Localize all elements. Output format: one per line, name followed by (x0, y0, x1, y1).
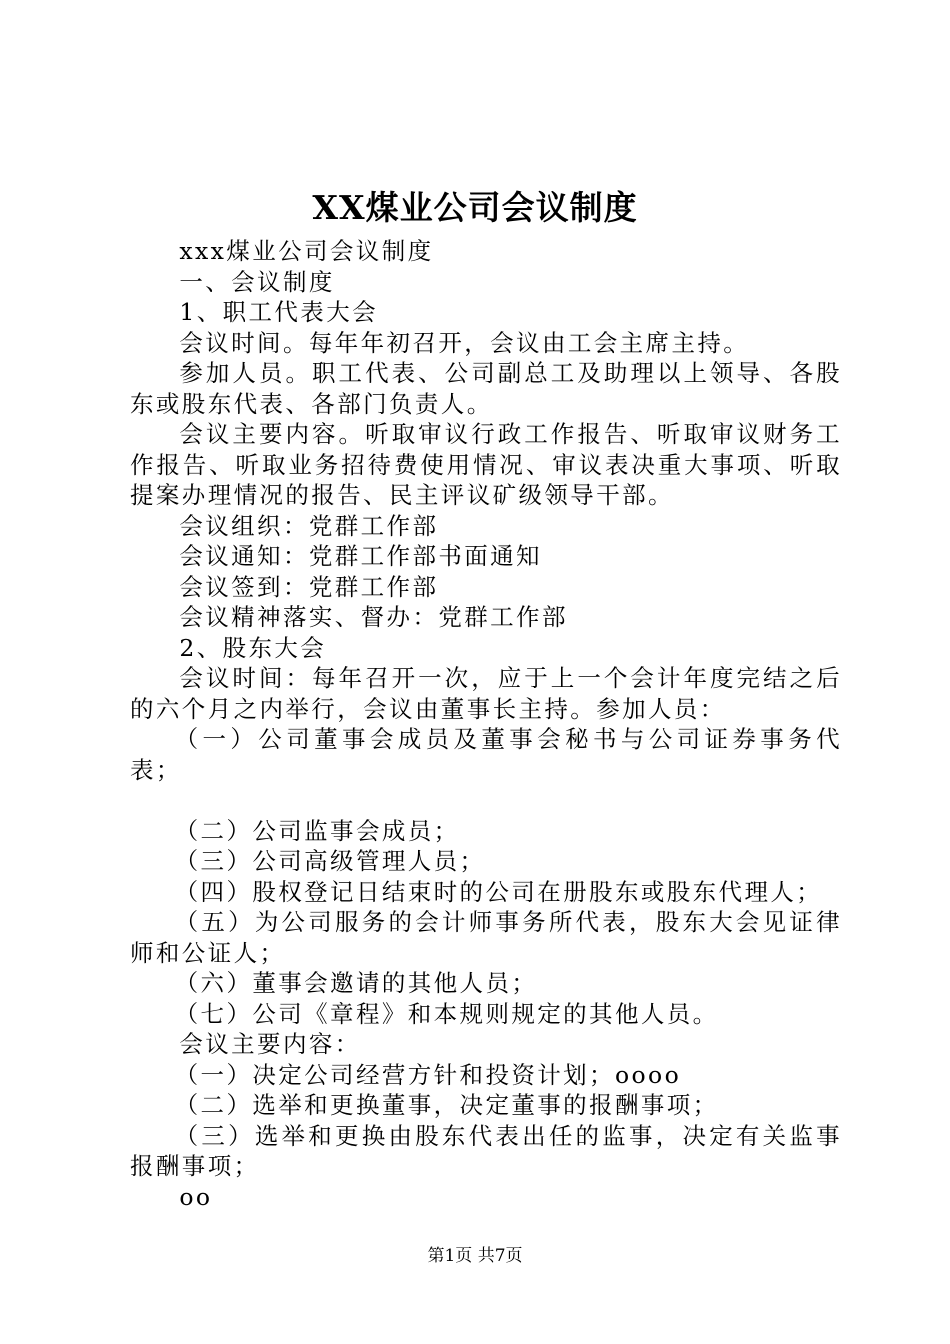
paragraph: 会议时间。每年年初召开，会议由工会主席主持。 (179, 328, 750, 357)
list-item: （一）决定公司经营方针和投资计划；oooo (174, 1060, 682, 1089)
list-item: （二）选举和更换董事，决定董事的报酬事项； (174, 1091, 719, 1119)
list-item: （七）公司《章程》和本规则规定的其他人员。 (174, 999, 719, 1028)
list-item: （六）董事会邀请的其他人员； (174, 969, 538, 997)
section-heading: 一、会议制度 (179, 267, 335, 296)
paragraph: 会议时间：每年召开一次，应于上一个会计年度完结之后的六个月之内举行，会议由董事长主持。参加人员： (130, 664, 842, 723)
list-item: （一）公司董事会成员及董事会秘书与公司证券事务代表； (130, 725, 842, 784)
page-number-footer: 第1页 共7页 (427, 1246, 523, 1266)
paragraph: 会议主要内容： (179, 1030, 361, 1058)
blank-line (130, 785, 842, 816)
paragraph: 会议签到：党群工作部 (179, 572, 439, 601)
paragraph: 会议精神落实、督办：党群工作部 (179, 603, 568, 631)
subsection-heading: 2、股东大会 (179, 633, 327, 662)
paragraph: 参加人员。职工代表、公司副总工及助理以上领导、各股东或股东代表、各部门负责人。 (130, 359, 842, 418)
document-title: XX煤业公司会议制度 (312, 188, 638, 227)
paragraph: 会议组织：党群工作部 (179, 511, 439, 540)
paragraph: xxx煤业公司会议制度 (179, 237, 434, 265)
list-item: （三）选举和更换由股东代表出任的监事，决定有关监事报酬事项； (130, 1121, 842, 1180)
document-body (130, 236, 842, 1212)
subsection-heading: 1、职工代表大会 (179, 298, 378, 326)
list-item: （三）公司高级管理人员； (174, 847, 486, 875)
list-item: （二）公司监事会成员； (174, 816, 460, 845)
list-item: （五）为公司服务的会计师事务所代表，股东大会见证律师和公证人； (130, 908, 842, 967)
paragraph: 会议通知：党群工作部书面通知 (179, 542, 542, 570)
list-item: （四）股权登记日结束时的公司在册股东或股东代理人； (174, 877, 823, 906)
paragraph: 会议主要内容。听取审议行政工作报告、听取审议财务工作报告、听取业务招待费使用情况、审议表决重大事项、听取提案办理情况的报告、民主评议矿级领导干部。 (130, 420, 842, 509)
paragraph: oo (179, 1182, 213, 1211)
